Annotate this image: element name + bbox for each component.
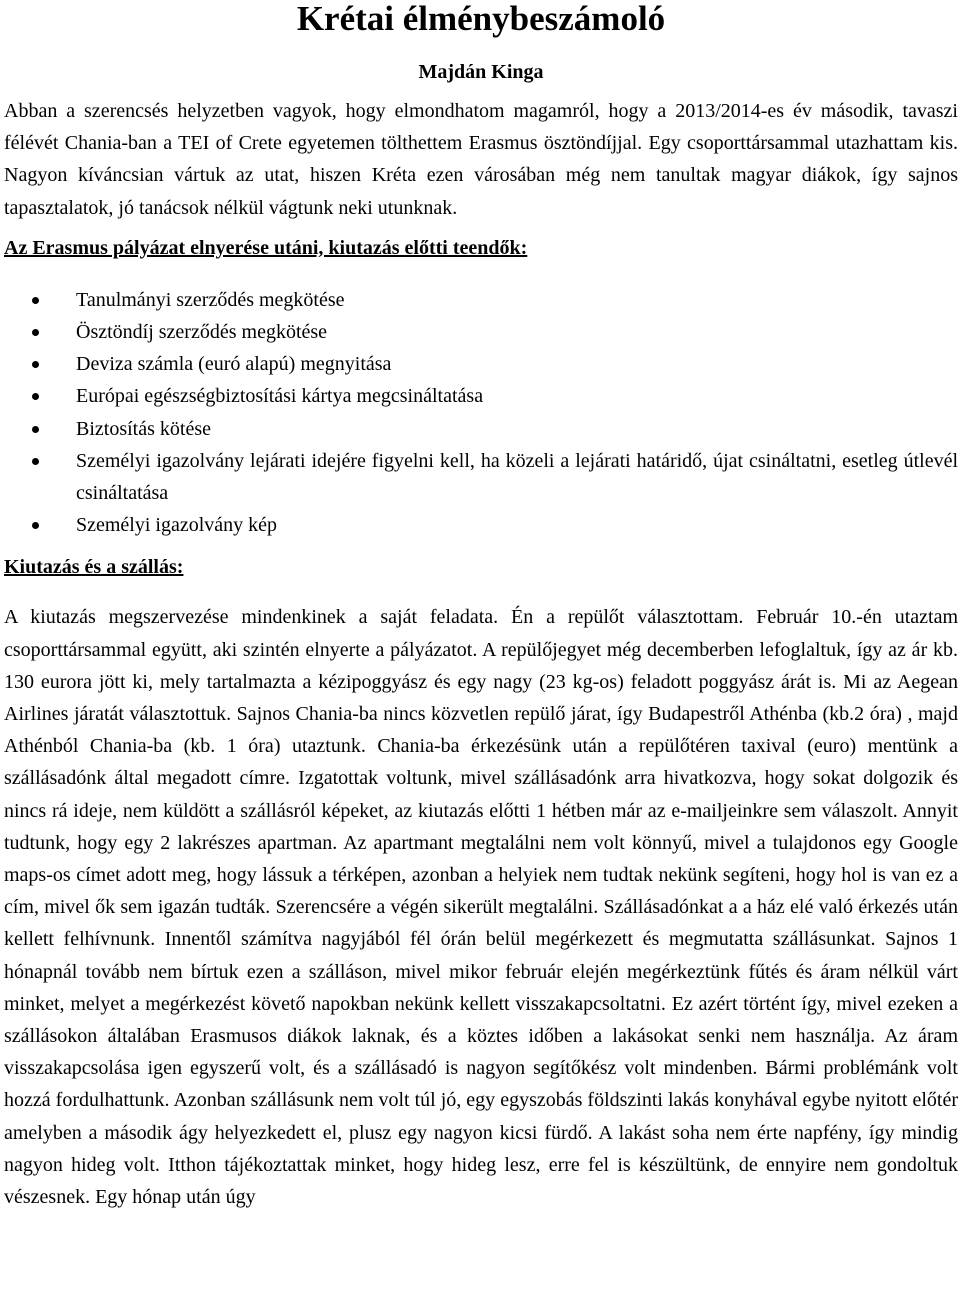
- section-heading-travel: Kiutazás és a szállás:: [4, 556, 184, 579]
- author-name: Majdán Kinga: [418, 61, 544, 83]
- list-item-text: Európai egészségbiztosítási kártya megcsináltatása: [76, 385, 484, 408]
- bullet-icon: [32, 361, 39, 368]
- document-page: [4, 0, 958, 1213]
- document-title: Krétai élménybeszámoló: [296, 0, 666, 38]
- list-item: [4, 445, 958, 509]
- list-item: [4, 380, 958, 412]
- preparation-list: [4, 284, 958, 542]
- list-item: [4, 413, 958, 445]
- list-item: [4, 348, 958, 380]
- section-heading-preparation: Az Erasmus pályázat elnyerése utáni, kiutazás előtti teendők:: [4, 236, 528, 259]
- travel-paragraph: A kiutazás megszervezése mindenkinek a saját feladata. Én a repülőt választottam. Február 10.-én utaztam csoporttársammal együtt, aki szintén elnyerte a pályázatot. A repülőjegyet még decemberben lefoglaltuk, így az ár kb. 130 eurora jött ki, mely tartalmazta a kézipoggyász és egy nagy (23 kg-os) feladott poggyász árát is. Mi az Aegean Airlines járatát választottuk. Sajnos Chania-ba nincs közvetlen repülő járat, így Budapestről Athénba (kb.2 óra) , majd Athénból Chania-ba (kb. 1 óra) utaztunk. Chania-ba érkezésünk után a repülőtéren taxival (euro) mentünk a szállásadónk által megadott címre. Izgatottak voltunk, mivel szállásadónk arra hivatkozva, hogy sokat dolgozik és nincs rá ideje, nem küldött a szállásról képeket, az kiutazás előtti 1 hétben már az e-mailjeinkre sem válaszolt. Annyit tudtunk, hogy egy 2 lakrészes apartman. Az apartmant megtalálni nem volt könnyű, mivel a tulajdonos egy Google maps-os címet adott meg, hogy lássuk a térképen, azonban a helyiek nem tudtak nekünk segíteni, hogy hol is van ez a cím, mivel ők sem igazán tudták. Szerencsére a végén sikerült megtalálni. Szállásadónkat a a ház elé való érkezés után kellett felhívnunk. Innentől számítva nagyjából fél órán belül megérkezett és megmutatta szállásunkat. Sajnos 1 hónapnál tovább nem bírtuk ezen a szálláson, mivel mikor február elején megérkeztünk fűtés és áram nélkül várt minket, melyet a megérkezést követő napokban nekünk kellett visszakapcsoltatni. Ez azért történt így, mivel ezeken a szállásokon általában Erasmusos diákok laknak, és a köztes időben a lakásokat senki nem használja. Az áram visszakapcsolása igen egyszerű volt, és a szállásadó is nagyon segítőkész volt mindenben. Bármi problémánk volt hozzá fordulhattunk. Azonban szállásunk nem volt túl jó, egy egyszobás földszinti lakás konyhával egybe nyitott előtér amelyben a második ágy helyezkedett el, plusz egy nagyon kicsi fürdő. A lakást soha nem érte napfény, így mindig nagyon hideg volt. Itthon tájékoztattak minket, hogy hideg lesz, erre fel is készültünk, de ennyire nem gondoltuk vészesnek. Egy hónap után úgy: [4, 606, 958, 1209]
- bullet-icon: [32, 522, 39, 529]
- list-item-text: Ösztöndíj szerződés megkötése: [76, 321, 328, 344]
- list-item-text: Biztosítás kötése: [76, 417, 211, 440]
- bullet-icon: [32, 297, 39, 304]
- list-item-text: Személyi igazolvány kép: [76, 514, 278, 537]
- list-item-text: Deviza számla (euró alapú) megnyitása: [76, 353, 392, 376]
- bullet-icon: [32, 458, 39, 465]
- list-item: [4, 284, 958, 316]
- bullet-icon: [32, 393, 39, 400]
- list-item-text: Személyi igazolvány lejárati idejére figyelni kell, ha közeli a lejárati határidő, újat csináltatni, esetleg útlevél csináltatása: [76, 449, 958, 505]
- bullet-icon: [32, 426, 39, 433]
- bullet-icon: [32, 329, 39, 336]
- list-item: [4, 316, 958, 348]
- intro-paragraph: Abban a szerencsés helyzetben vagyok, hogy elmondhatom magamról, hogy a 2013/2014-es év második, tavaszi félévét Chania-ban a TEI of Crete egyetemen tölthettem Erasmus ösztöndíjjal. Egy csoporttársammal utazhattam kis. Nagyon kíváncsian vártuk az utat, hiszen Kréta ezen városában még nem tanultak magyar diákok, így sajnos tapasztalatok, jó tanácsok nélkül vágtunk neki utunknak.: [4, 100, 958, 219]
- list-item-text: Tanulmányi szerződés megkötése: [76, 288, 345, 311]
- list-item: [4, 509, 958, 541]
